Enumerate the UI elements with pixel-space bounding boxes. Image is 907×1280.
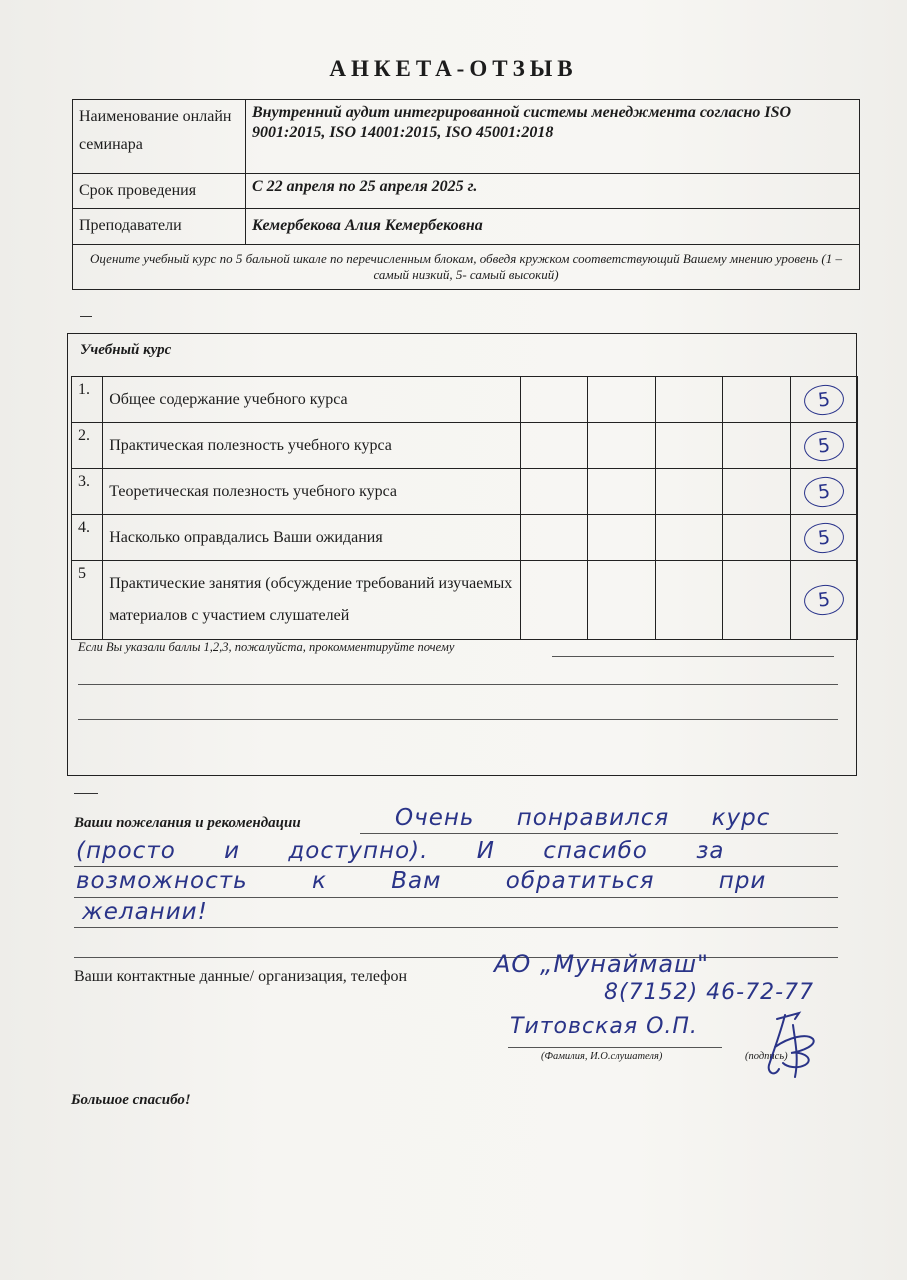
score-cell-2[interactable] [588, 469, 655, 515]
rating-row [72, 377, 858, 423]
circled-score: 5 [802, 428, 845, 462]
score-cell-4[interactable] [723, 515, 790, 561]
thanks-text: Большое спасибо! [71, 1092, 191, 1108]
wishes-label: Ваши пожелания и рекомендации [74, 815, 301, 831]
divider-mark [74, 793, 98, 794]
score-cell-4[interactable] [723, 469, 790, 515]
wishes-line[interactable] [74, 957, 838, 958]
handwritten-wish-2: (просто и доступно). И спасибо за [76, 838, 725, 864]
name-line[interactable] [508, 1047, 722, 1048]
contact-label: Ваши контактные данные/ организация, телефон [74, 968, 408, 985]
rating-instruction: Оцените учебный курс по 5 бальной шкале по перечисленным блокам, обведя кружком соответствующий Вашему мнению уровень (1 – самый низкий, 5- самый высокий) [73, 245, 860, 290]
score-cell-1[interactable] [520, 423, 587, 469]
score-cell-5[interactable] [790, 469, 857, 515]
comment-prompt: Если Вы указали баллы 1,2,3, пожалуйста, прокомментируйте почему [78, 640, 455, 654]
row-number: 5 [72, 561, 103, 640]
course-section [67, 333, 857, 776]
score-cell-4[interactable] [723, 561, 790, 640]
score-cell-4[interactable] [723, 423, 790, 469]
handwritten-wish-3: возможность к Вам обратиться при [76, 868, 767, 894]
handwritten-name: Титовская О.П. [510, 1014, 698, 1039]
score-cell-1[interactable] [520, 377, 587, 423]
rating-row [72, 469, 858, 515]
score-cell-1[interactable] [520, 515, 587, 561]
comment-line[interactable] [78, 684, 838, 685]
row-number: 2. [72, 423, 103, 469]
wishes-line[interactable] [74, 866, 838, 867]
row-text: Теоретическая полезность учебного курса [103, 469, 521, 515]
signature-caption: (подпись) [745, 1051, 788, 1062]
score-cell-1[interactable] [520, 561, 587, 640]
score-cell-4[interactable] [723, 377, 790, 423]
handwritten-wish-4: желании! [82, 899, 208, 925]
comment-line[interactable] [78, 719, 838, 720]
score-cell-3[interactable] [655, 515, 722, 561]
score-cell-2[interactable] [588, 515, 655, 561]
score-cell-2[interactable] [588, 423, 655, 469]
score-cell-3[interactable] [655, 377, 722, 423]
circled-score: 5 [802, 474, 845, 508]
score-cell-1[interactable] [520, 469, 587, 515]
seminar-value: Внутренний аудит интегрированной системы менеджмента согласно ISO 9001:2015, ISO 14001:2015, ISO 45001:2018 [246, 100, 860, 174]
handwritten-org: АО „Мунаймаш" [494, 950, 710, 978]
rating-row [72, 423, 858, 469]
score-cell-2[interactable] [588, 561, 655, 640]
row-text: Практическая полезность учебного курса [103, 423, 521, 469]
circled-score: 5 [802, 382, 845, 416]
seminar-info-table [72, 99, 860, 290]
circled-score: 5 [802, 583, 845, 617]
comment-line[interactable] [552, 656, 834, 657]
page-title: АНКЕТА-ОТЗЫВ [329, 56, 578, 81]
handwritten-wish-1: Очень понравился курс [395, 805, 771, 831]
score-cell-5[interactable] [790, 423, 857, 469]
name-caption: (Фамилия, И.О.слушателя) [541, 1051, 663, 1062]
course-rating-table [71, 376, 858, 640]
signature-image [755, 1007, 825, 1082]
course-title: Учебный курс [80, 342, 172, 358]
wishes-line[interactable] [360, 833, 838, 834]
score-cell-3[interactable] [655, 423, 722, 469]
row-text: Насколько оправдались Ваши ожидания [103, 515, 521, 561]
row-number: 1. [72, 377, 103, 423]
score-cell-5[interactable] [790, 515, 857, 561]
seminar-label: Наименование онлайн семинара [73, 100, 246, 174]
circled-score: 5 [802, 520, 845, 554]
row-number: 3. [72, 469, 103, 515]
row-number: 4. [72, 515, 103, 561]
divider-mark [80, 316, 92, 317]
score-cell-3[interactable] [655, 561, 722, 640]
score-cell-3[interactable] [655, 469, 722, 515]
score-cell-5[interactable] [790, 561, 857, 640]
teachers-label: Преподаватели [73, 209, 246, 245]
rating-row [72, 515, 858, 561]
row-text: Общее содержание учебного курса [103, 377, 521, 423]
score-cell-2[interactable] [588, 377, 655, 423]
wishes-line[interactable] [74, 927, 838, 928]
handwritten-phone: 8(7152) 46-72-77 [604, 980, 815, 1005]
period-label: Срок проведения [73, 174, 246, 209]
rating-row [72, 561, 858, 640]
score-cell-5[interactable] [790, 377, 857, 423]
period-value: С 22 апреля по 25 апреля 2025 г. [246, 174, 860, 209]
row-text: Практические занятия (обсуждение требований изучаемых материалов с участием слушателей [103, 561, 521, 640]
wishes-line[interactable] [74, 897, 838, 898]
teachers-value: Кемербекова Алия Кемербековна [246, 209, 860, 245]
